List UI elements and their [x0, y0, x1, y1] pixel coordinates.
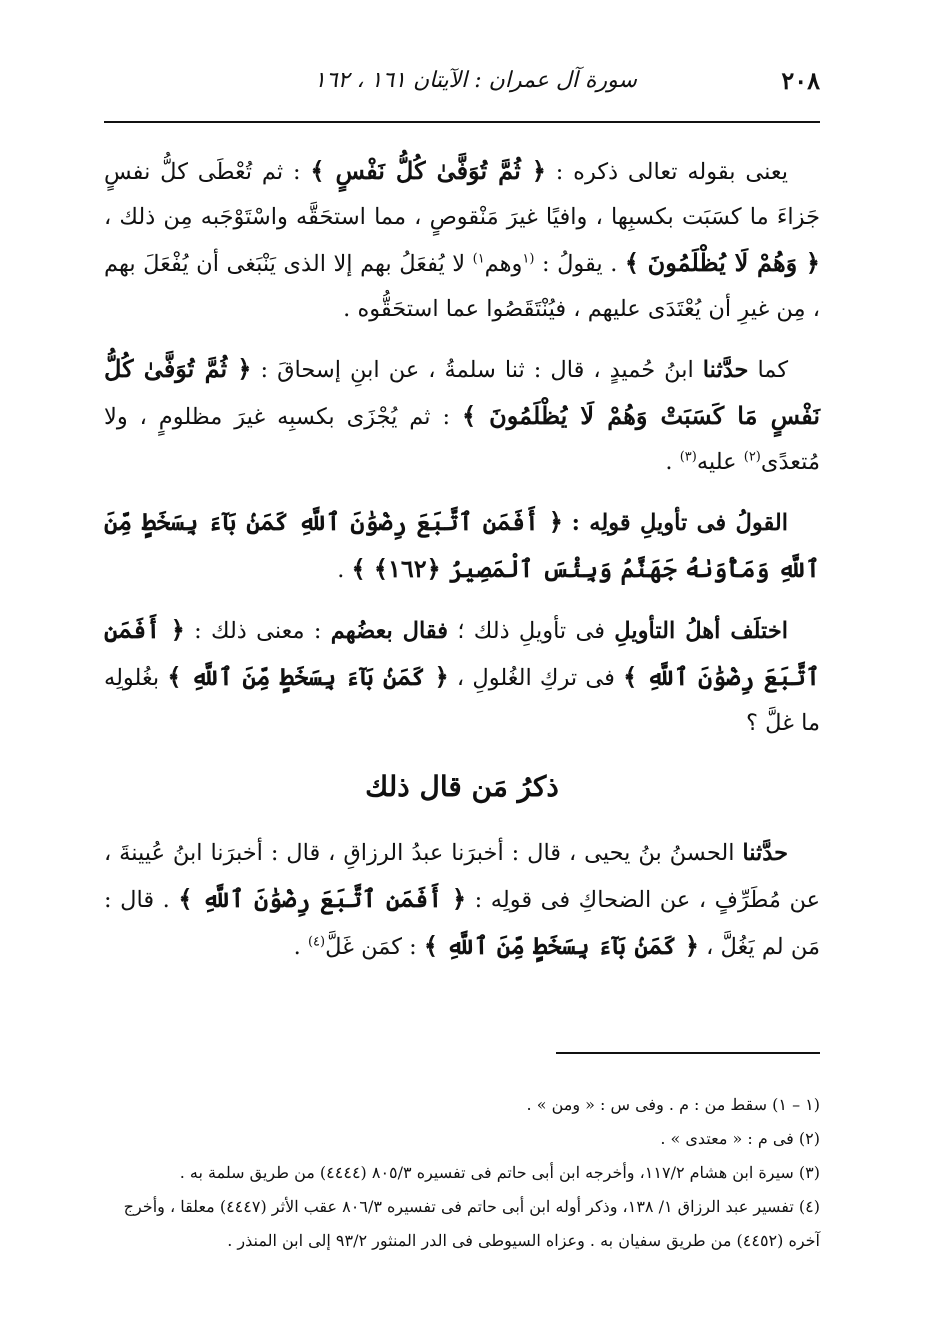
footnote-ref: (٤) — [307, 934, 326, 950]
page-header — [104, 66, 820, 106]
text-run: . — [665, 449, 673, 475]
bold-phrase: اختلَف أهلُ التأويلِ — [614, 618, 789, 644]
footnote-4: (٤) تفسير عبد الرزاق ١/ ١٣٨، وذكر أوله ابن أبى حاتم فى تفسيره ٨٠٦/٣ عقب الأثر (٤٤٤٧) معلقا ، وأخرج آخره (٤٤٥٢) من طريق سفيان به . وعزاه السيوطى فى الدر المنثور ٩٣/٢ إلى ابن المنذر . — [123, 1197, 820, 1250]
footnote-ref: ١) — [472, 251, 485, 267]
section-intro: القولُ فى تأويلِ قولِه : — [571, 510, 788, 536]
paragraph-3 — [104, 499, 820, 593]
quran-quote: ﴿ وَهُمْ لَا يُظْلَمُونَ ﴾ — [624, 248, 820, 277]
footnote-rule — [556, 1052, 820, 1054]
text-run: عليه — [696, 449, 737, 475]
text-run: . — [337, 557, 345, 583]
footnote-ref: (٢) — [743, 449, 761, 465]
paragraph-4 — [104, 607, 820, 746]
text-run: وهم — [484, 251, 523, 277]
paragraph-1 — [104, 148, 820, 332]
bold-phrase: فقال بعضُهم — [330, 618, 449, 644]
footnote-1: (١ – ١) سقط من : م . وفى س : « ومن » . — [526, 1095, 820, 1114]
quran-quote: ﴿ أَفَمَنِ ٱتَّبَعَ رِضْوَٰنَ ٱللَّهِ ﴾ — [104, 615, 821, 691]
quran-quote: ﴿ أَفَمَنِ ٱتَّبَعَ رِضْوَٰنَ ٱللَّهِ كَمَنۢ بَآءَ بِسَخَطٍ مِّنَ ٱللَّهِ وَمَأْوَىٰهُ جَهَنَّمُ وَبِئْسَ ٱلْمَصِيرُ ﴿١٦٢﴾ ﴾ — [104, 507, 820, 583]
main-text — [104, 148, 820, 980]
quran-quote: ﴿ كَمَنۢ بَآءَ بِسَخَطٍ مِّنَ ٱللَّهِ ﴾ — [423, 931, 699, 960]
footnotes — [104, 1088, 820, 1258]
paragraph-5 — [104, 831, 820, 970]
text-run: : ثم تُعْطَى كلُّ نفسٍ جَزاءَ ما كسَبَت بكسبِها ، وافيًا غيرَ مَنْقوصٍ ، مما استحَقَّه واسْتَوْجَبه مِن ذلك ، — [104, 159, 820, 230]
header-rule — [104, 121, 820, 123]
quran-quote: ﴿ ثُمَّ تُوَفَّىٰ كُلُّ نَفْسٍ ﴾ — [310, 156, 546, 185]
text-run: : معنى ذلك : — [194, 618, 322, 644]
text-run: فى تركِ الغُلولِ ، — [456, 665, 615, 691]
quran-quote: ﴿ أَفَمَنِ ٱتَّبَعَ رِضْوَٰنَ ٱللَّهِ ﴾ — [178, 884, 467, 913]
text-run: . قال : مَن لم يَغُلَّ ، — [104, 887, 820, 960]
footnote-3: (٣) سيرة ابن هشام ١١٧/٢، وأخرجه ابن أبى حاتم فى تفسيره ٨٠٥/٣ (٤٤٤٤) من طريق سلمة به . — [179, 1163, 820, 1182]
text-run: : ثم يُجْزَى بكسبِه غيرَ مظلومٍ ، ولا مُتعدًى — [104, 404, 820, 475]
text-run: . — [293, 934, 301, 960]
section-heading: ذكرُ مَن قال ذلك — [365, 770, 559, 803]
text-run: لا يُفعَلُ بهم إلا الذى يَنْبَغى أن يُفْعَلَ بهم ، مِن غيرِ أن يُعْتَدَى عليهم ، فيُنْتَقَصُوا عما استحَقُّوه . — [104, 251, 820, 322]
text-run: : كمَن غَلَّ — [325, 934, 417, 960]
text-run: يعنى بقوله تعالى ذكره : — [555, 159, 789, 185]
text-run: الحسنُ بنُ يحيى ، قال : أخبرَنا عبدُ الرزاقِ ، قال : أخبرَنا ابنُ عُيينةَ ، عن مُطَرِّفٍ ، عن الضحاكِ فى قولِه : — [104, 840, 821, 913]
text-run: . يقولُ : — [541, 251, 618, 277]
isnad-marker: حدَّثنا — [742, 840, 789, 866]
isnad-marker: حدَّثنا — [702, 357, 749, 383]
text-run: فى تأويلِ ذلك ؛ — [457, 618, 605, 644]
text-run: بغُلولِه ما غلَّ ؟ — [104, 665, 820, 736]
footnote-ref: (٣) — [679, 449, 697, 465]
quran-quote: ﴿ كَمَنۢ بَآءَ بِسَخَطٍ مِّنَ ٱللَّهِ ﴾ — [167, 662, 449, 691]
quran-quote: ﴿ ثُمَّ تُوَفَّىٰ كُلُّ نَفْسٍ مَا كَسَبَتْ وَهُمْ لَا يُظْلَمُونَ ﴾ — [104, 354, 821, 430]
paragraph-2 — [104, 346, 820, 485]
footnote-2: (٢) فى م : « معتدى » . — [660, 1129, 820, 1148]
footnote-ref: (١ — [522, 251, 535, 267]
running-title: سورة آل عمران : الآيتان ١٦١ ، ١٦٢ — [314, 68, 637, 93]
text-run: ابنُ حُميدٍ ، قال : ثنا سلمةُ ، عن ابنِ إسحاقَ : — [260, 357, 694, 383]
page-number: ٢٠٨ — [781, 66, 820, 95]
text-run: كما — [757, 357, 789, 383]
